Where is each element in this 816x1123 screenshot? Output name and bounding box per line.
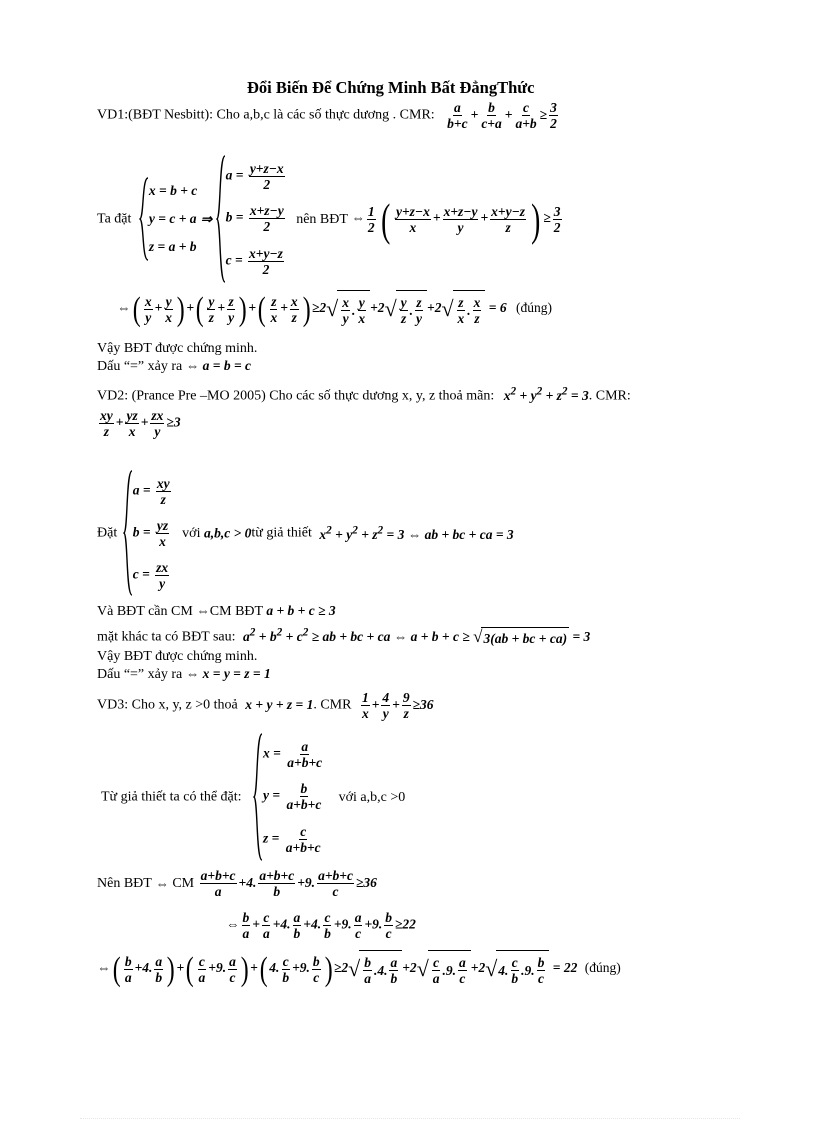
vd1-abc-system: a = $\frac{y+z-x}{2}$ b = $\frac{x+z-y}{2}$ c = $\frac{x+y-z}{2}$ [216,155,287,283]
vd3-dung: (đúng) [584,960,621,976]
vd1-equality-text: Dấu “=” xảy ra [97,359,183,374]
vd1-intro: VD1:(BĐT Nesbitt): Cho a,b,c là các số thực dương . CMR: [97,107,435,123]
vd3-nen-bdt-line: Nên BĐT ⇔ CM $\frac{a+b+c}{a}$ +4. $\frac{a+b+c}{b}$ +9. $\frac{a+b+c}{c}$ ≥36 [97,868,377,899]
vd1-nen-bdt: nên BĐT [296,211,348,227]
vd1-statement [97,100,560,131]
vd2-statement: VD2: (Prance Pre –MO 2005) Cho các số thực dương x, y, z thoả mãn: $x^2 + y^2 + z^2 = 3$. CMR: [97,385,631,404]
vd3-xyz-system: x = $\frac{a}{a+b+c}$ y = $\frac{b}{a+b+c}$ z = $\frac{c}{a+b+c}$ [253,733,325,861]
vd1-nesbitt-formula: $\frac{a}{b+c}$ + $\frac{b}{c+a}$ + $\frac{c}{a+b}$ ≥ $\frac{3}{2}$ [447,100,557,131]
vd2-proved: Vậy BĐT được chứng minh. [97,649,258,664]
vd2-voi: với [182,525,201,541]
page-title: Đổi Biến Để Chứng Minh Bất ĐẳngThức [247,78,535,97]
vd2-reduction: Và BĐT cần CM ⇔CM BĐT a + b + c ≥ 3 [97,603,336,619]
vd3-statement: VD3: Cho x, y, z >0 thoả x + y + z = 1. CMR $\frac{1}{x}$ + $\frac{4}{y}$ + $\frac{9}{z}$ ≥36 [97,690,434,721]
vd2-equality-text: Dấu “=” xảy ra [97,667,183,682]
vd3-nen-bdt: Nên BĐT [97,876,152,891]
vd1-proved: Vậy BĐT được chứng minh. [97,341,258,356]
vd2-cmr: . CMR: [588,388,631,404]
vd1-equality: Dấu “=” xảy ra ⇔ a = b = c [97,358,252,374]
vd2-dat: Đặt [97,525,118,541]
vd1-rewritten-inequality: ⇔ $\frac{1}{2}$ ( $\frac{y+z-x}{x}$ + $\frac{x+z-y}{y}$ + $\frac{x+y-z}{z}$ ) ≥ $\frac{3}{2}$ [351,193,561,245]
footer-divider [80,1118,740,1119]
vd1-ta-dat: Ta đặt [97,211,132,227]
vd3-cmr: . CMR [313,697,352,713]
vd2-mat-khac-line: mặt khác ta có BĐT sau: $a^2 + b^2 + c^2$ ≥ ab + bc + ca ⇔ a + b + c ≥ √ 3(ab + bc + ca) = 3 [97,626,591,647]
vd3-voi: với a,b,c >0 [338,789,406,805]
vd3-expanded-line: ⇔ $\frac{b}{a}$ + $\frac{c}{a}$ +4. $\frac{a}{b}$ +4. $\frac{c}{b}$ +9. $\frac{a}{c}$ +9. $\frac{b}{c}$ ≥22 [226,910,416,941]
vd1-substitution: Ta đặt x = b + c y = c + a z = a + b ⇒ a = $\frac{y+z-x}{2}$ b = $\frac{x+z-y}{2}$ c = $\frac{x+y-z}{2}$ nên BĐT ⇔ $\frac{1}{2}$ ( $\frac{y+z-x}{x}$ + $\frac{x+z-y}{y}$ + $\frac{x+y-z}{z}$ ) ≥ $\frac{3}{2}$ [97,155,564,283]
vd2-cm-bdt: CM BĐT [209,604,263,619]
vd2-va-bdt: Và BĐT cần CM [97,604,193,619]
vd1-amgm-line: ⇔( $\frac{x}{y}$ + $\frac{y}{x}$ ) +( $\frac{y}{z}$ + $\frac{z}{y}$ ) +( $\frac{z}{x}$ + $\frac{x}{z}$ ) ≥2 √ x y . y x +2 √ y z . z y +2 √ z x . x z = 6 (đúng) [117,290,552,328]
vd3-amgm-line: ⇔( $\frac{b}{a}$ +4. $\frac{a}{b}$ ) +( $\frac{c}{a}$ +9. $\frac{a}{c}$ ) +( 4. $\frac{c}{b}$ +9. $\frac{b}{c}$ ) ≥2 √ b a .4. a b +2 √ c a .9. a c +2 √ 4. c b .9. b c = 22 (đúng) [97,950,621,988]
vd1-xyz-system: x = b + c y = c + a z = a + b [139,177,197,261]
vd3-tu-gia-thiet: Từ giả thiết ta có thể đặt: [101,789,242,805]
vd3-substitution [101,733,405,861]
vd2-target-inequality: $\frac{xy}{z}$ + $\frac{yz}{x}$ + $\frac{zx}{y}$ ≥3 [100,408,181,439]
vd2-tu-gia-thiet: từ giả thiết [251,525,312,541]
vd3-cm: CM [172,876,195,891]
vd1-dung: (đúng) [516,300,552,316]
vd2-substitution: Đặt a = $\frac{xy}{z}$ b = $\frac{yz}{x}$ c = $\frac{zx}{y}$ với a,b,c > 0từ giả thiết $x^2 + y^2 + z^2 = 3$ ⇔ ab + bc + ca = 3 [97,470,514,596]
vd2-equality: Dấu “=” xảy ra ⇔ x = y = z = 1 [97,666,271,682]
vd3-intro: VD3: Cho x, y, z >0 thoả [97,697,238,713]
vd2-mat-khac: mặt khác ta có BĐT sau: [97,629,236,645]
vd2-intro: VD2: (Prance Pre –MO 2005) Cho các số thực dương x, y, z thoả mãn: [97,388,495,404]
vd2-abc-system: a = $\frac{xy}{z}$ b = $\frac{yz}{x}$ c = $\frac{zx}{y}$ [123,470,173,596]
